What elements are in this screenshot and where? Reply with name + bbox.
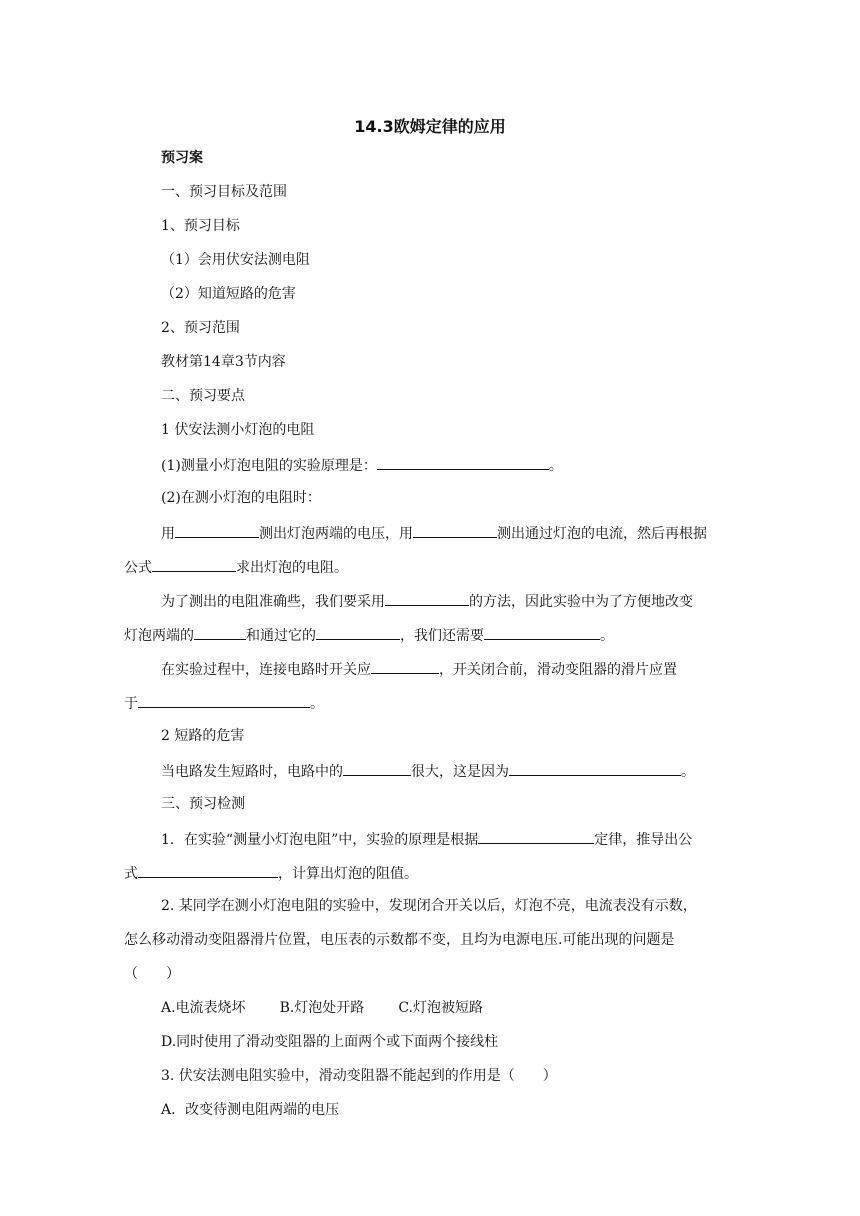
page-title: 14.3欧姆定律的应用: [354, 117, 506, 136]
text-segment: 在实验过程中，连接电路时开关应: [161, 662, 371, 678]
section-heading: 预习案: [161, 150, 203, 166]
option-a: A.电流表烧坏: [161, 1000, 246, 1016]
text-segment: 用: [161, 526, 175, 542]
text-segment: 测出通过灯泡的电流，然后再根据: [497, 526, 707, 542]
check-question-2-line-1: 2. 某同学在测小灯泡电阻的实验中，发现闭合开关以后，灯泡不亮，电流表没有示数，: [161, 898, 697, 914]
text-segment: 求出灯泡的电阻。: [236, 560, 348, 576]
answer-blank: [152, 556, 236, 572]
text-segment: ，我们还需要: [400, 628, 484, 644]
text-segment: 1．在实验“测量小灯泡电阻”中，实验的原理是根据: [161, 832, 479, 848]
sub1-heading: 1 伏安法测小灯泡的电阻: [161, 422, 315, 438]
text-segment: 于: [124, 696, 138, 712]
check-question-2-options: [161, 998, 483, 1018]
check-question-2-line-3: （ ）: [124, 966, 180, 982]
check-question-1-line-1: [161, 828, 692, 850]
answer-blank: [175, 522, 259, 538]
check-question-1-line-2: [124, 862, 418, 884]
answer-blank: [413, 522, 497, 538]
measurement-question: (2)在测小灯泡的电阻时：: [161, 490, 321, 506]
text-segment: 的方法，因此实验中为了方便地改变: [469, 594, 693, 610]
part3-heading: 三、预习检测: [161, 796, 245, 812]
principle-question-text: (1)测量小灯泡电阻的实验原理是：: [161, 458, 377, 474]
paragraph-2-line-1: [161, 590, 693, 612]
text-segment: ，计算出灯泡的阻值。: [278, 866, 418, 882]
text-segment: 测出灯泡两端的电压，用: [259, 526, 413, 542]
goal-item-2: （2）知道短路的危害: [161, 286, 296, 302]
scope-heading: 2、预习范围: [161, 320, 240, 336]
text-segment: ，开关闭合前，滑动变阻器的滑片应置: [439, 662, 677, 678]
check-question-3: 3. 伏安法测电阻实验中，滑动变阻器不能起到的作用是（ ）: [161, 1068, 557, 1084]
option-c: C.灯泡被短路: [398, 1000, 483, 1016]
punctuation: 。: [548, 458, 563, 474]
text-segment: 灯泡两端的: [124, 628, 194, 644]
paragraph-3-line-1: [161, 658, 677, 680]
part1-heading: 一、预习目标及范围: [161, 184, 287, 200]
answer-blank: [343, 760, 411, 776]
short-circuit-question: [161, 760, 695, 782]
paragraph-1-line-1: [161, 522, 707, 544]
answer-blank: [478, 828, 594, 844]
answer-blank: [385, 590, 469, 606]
goal-item-1: （1）会用伏安法测电阻: [161, 252, 310, 268]
text-segment: 为了测出的电阻准确些，我们要采用: [161, 594, 385, 610]
part2-heading: 二、预习要点: [161, 388, 245, 404]
answer-blank: [509, 760, 681, 776]
option-d: D.同时使用了滑动变阻器的上面两个或下面两个接线柱: [161, 1034, 499, 1050]
text-segment: 和通过它的: [246, 628, 316, 644]
answer-blank: [371, 658, 439, 674]
sub2-heading: 2 短路的危害: [161, 728, 245, 744]
text-segment: 当电路发生短路时，电路中的: [161, 764, 343, 780]
paragraph-2-line-2: [124, 624, 614, 646]
scope-text: 教材第14章3节内容: [161, 354, 286, 370]
punctuation: 。: [310, 696, 324, 712]
paragraph-3-line-2: [124, 692, 324, 714]
text-segment: 式: [124, 866, 138, 882]
paragraph-1-line-2: [124, 556, 348, 578]
principle-question: [161, 454, 563, 476]
answer-blank: [138, 692, 310, 708]
text-segment: 很大，这是因为: [411, 764, 509, 780]
option-b: B.灯泡处开路: [279, 1000, 365, 1016]
goal-heading: 1、预习目标: [161, 218, 240, 234]
answer-blank: [377, 454, 549, 470]
answer-blank: [484, 624, 600, 640]
text-segment: 公式: [124, 560, 152, 576]
text-segment: 定律，推导出公: [594, 832, 693, 848]
answer-blank: [316, 624, 400, 640]
punctuation: 。: [681, 764, 695, 780]
answer-blank: [194, 624, 246, 640]
answer-blank: [138, 862, 278, 878]
punctuation: 。: [600, 628, 614, 644]
check-question-2-line-2: 怎么移动滑动变阻器滑片位置，电压表的示数都不变，且均为电源电压.可能出现的问题是: [124, 932, 675, 948]
check-question-3-option-a: A．改变待测电阻两端的电压: [161, 1102, 340, 1118]
